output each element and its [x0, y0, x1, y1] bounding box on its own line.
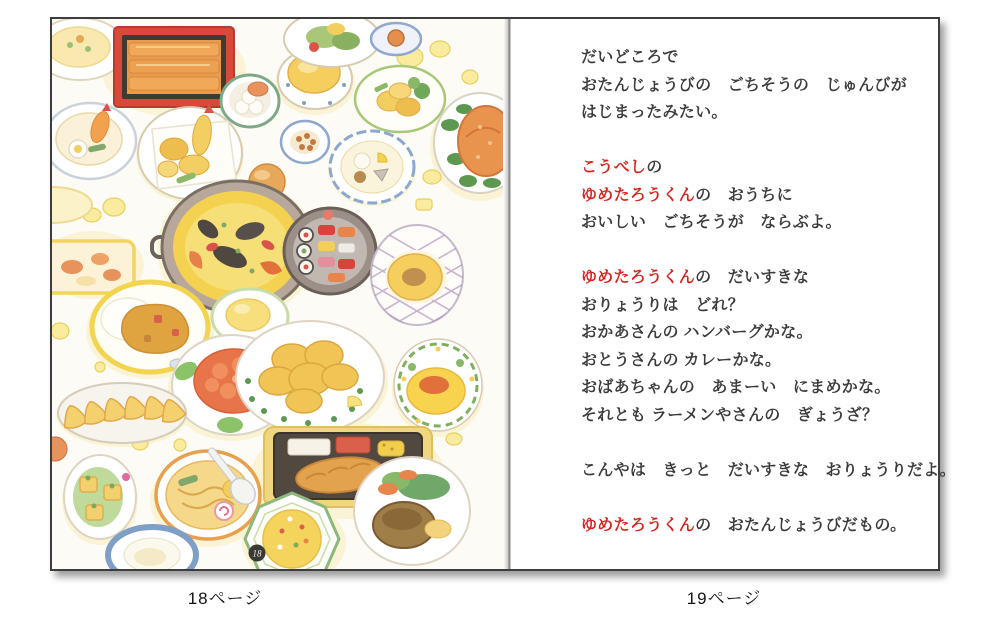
- story-paragraph: [581, 512, 922, 540]
- story-segment: こんやは きっと だいすきな おりょうりだよ。: [581, 461, 956, 479]
- omurice-plate: [394, 339, 482, 431]
- story-segment: おばあちゃんの あまーい にまめかな。: [581, 379, 891, 396]
- story-segment: の おたんじょうびだもの。: [695, 516, 907, 534]
- story-paragraph: [581, 457, 956, 485]
- story-line: [581, 347, 922, 375]
- story-segment: おかあさんの ハンバーグかな。: [581, 324, 813, 341]
- story-line: [581, 99, 922, 127]
- story-line: [581, 154, 922, 182]
- story-paragraph: [581, 44, 922, 127]
- sweet-beans-dish: [281, 121, 329, 163]
- sushi-platter: [284, 208, 376, 294]
- story-segment: おたんじょうびの ごちそうの じゅんびが: [581, 76, 908, 94]
- right-page-caption: 19ページ: [686, 589, 762, 608]
- character-name-highlight: ゆめたろうくん: [581, 186, 696, 204]
- story-line: [581, 374, 922, 402]
- character-name-highlight: ゆめたろうくん: [581, 269, 696, 286]
- svg-text:18: 18: [252, 548, 262, 559]
- book-spread: [50, 17, 956, 571]
- food-table-illustration: [52, 19, 503, 569]
- pickled-plum-dish: [371, 23, 421, 55]
- right-page: [511, 19, 956, 569]
- left-page: [52, 19, 503, 569]
- story-segment: それとも ラーメンやさんの ぎょうざ？: [581, 406, 879, 424]
- story-segment: おいしい ごちそうが ならぶよ。: [581, 214, 842, 231]
- shumai-plate: [64, 455, 136, 539]
- page-number-badge: [249, 545, 266, 562]
- character-name-highlight: こうべし: [581, 159, 647, 176]
- story-segment: はじまったみたい。: [581, 104, 728, 121]
- story-line: [581, 182, 922, 210]
- story-line: [581, 44, 922, 72]
- story-line: [581, 72, 922, 100]
- blue-rim-bowl: [108, 527, 196, 569]
- story-segment: の: [646, 159, 663, 176]
- story-line: [581, 402, 922, 430]
- story-line: [581, 457, 956, 485]
- story-line: [581, 209, 922, 237]
- left-page-caption: 18ページ: [187, 589, 263, 608]
- story-segment: おりょうりは どれ？: [581, 296, 745, 314]
- story-segment: の おうちに: [695, 186, 793, 204]
- dumpling-bowl: [221, 75, 279, 127]
- story-line: [581, 292, 922, 320]
- story-paragraph: [581, 264, 922, 429]
- tempura-udon-bowl: [52, 103, 136, 179]
- eel-lacquer-box: [114, 27, 234, 107]
- book-gutter: [503, 19, 511, 569]
- story-text: [581, 44, 956, 567]
- story-line: [581, 319, 922, 347]
- oden-bowl: [330, 131, 414, 203]
- hamburger-steak-plate: [354, 457, 470, 565]
- gyoza-plate: [58, 383, 187, 443]
- story-segment: だいどころで: [581, 49, 679, 66]
- story-line: [581, 512, 922, 540]
- story-paragraph: [581, 154, 922, 237]
- character-name-highlight: ゆめたろうくん: [581, 516, 696, 534]
- story-segment: の だいすきな: [695, 269, 810, 286]
- story-segment: おとうさんの カレーかな。: [581, 351, 782, 369]
- karaage-platter: [236, 321, 384, 433]
- chicken-broccoli-plate: [355, 66, 445, 132]
- story-line: [581, 264, 922, 292]
- salad-plate: [284, 19, 380, 67]
